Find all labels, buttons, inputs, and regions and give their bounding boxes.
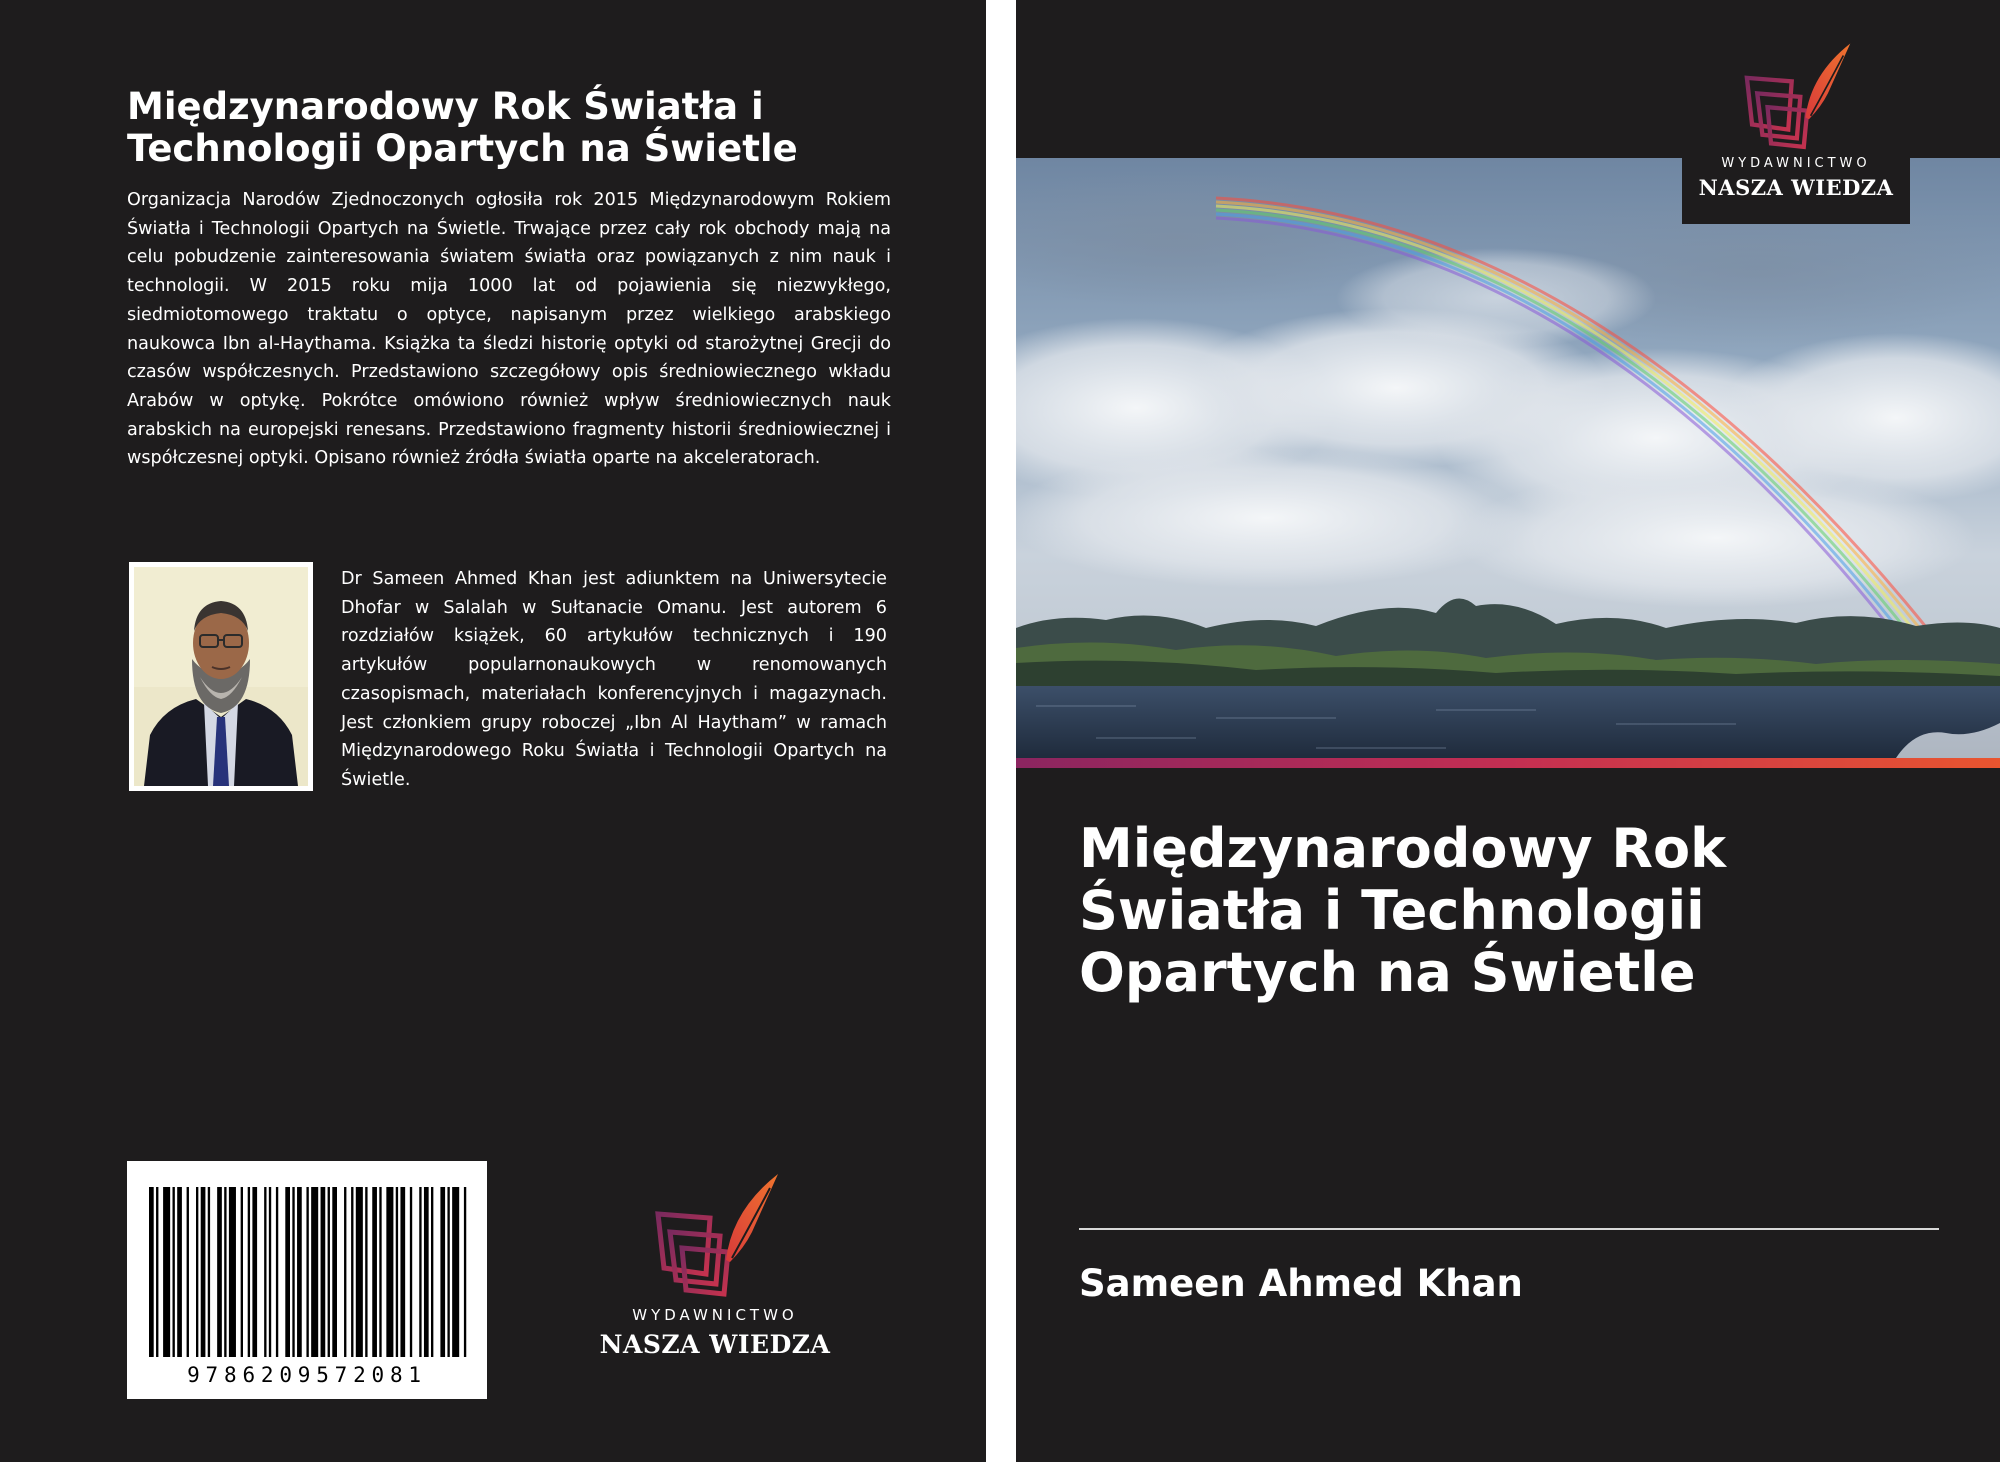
barcode-bar <box>311 1187 318 1357</box>
barcode-bar <box>379 1187 381 1357</box>
author-bio: Dr Sameen Ahmed Khan jest adiunktem na Uniwersytecie Dhofar w Salalah w Sułtanacie Omanu. Jest autorem 6 rozdziałów książek, 60 artykułów technicznych i 190 artykułów popularnonaukowych w renomowanych czasopismach, materiałach konferencyjnych i magazynach. Jest członkiem grupy roboczej „Ibn Al Haytham” w ramach Międzynarodowego Roku Światła i Technologii Opartych na Świetle. <box>341 569 887 790</box>
barcode-bar <box>372 1187 377 1357</box>
barcode-bar <box>276 1187 278 1357</box>
barcode-bar <box>241 1187 243 1357</box>
front-cover-author: Sameen Ahmed Khan <box>1079 1262 1523 1305</box>
barcode-bar <box>419 1187 421 1357</box>
barcode-bar <box>285 1187 290 1357</box>
barcode-bar <box>229 1187 236 1357</box>
barcode-bar <box>208 1187 210 1357</box>
back-cover <box>0 0 986 1462</box>
barcode-bar <box>386 1187 393 1357</box>
barcode-bar <box>321 1187 326 1357</box>
barcode-bar <box>344 1187 346 1357</box>
barcode-bar <box>201 1187 206 1357</box>
publisher-logo <box>590 1170 840 1359</box>
barcode-bar <box>410 1187 412 1357</box>
barcode-bar <box>269 1187 271 1357</box>
barcode-bar <box>431 1187 433 1357</box>
publisher-name: NASZA WIEDZA <box>1698 175 1894 200</box>
barcode-bar <box>224 1187 226 1357</box>
isbn-barcode <box>127 1161 487 1399</box>
barcode-bar <box>440 1187 445 1357</box>
barcode-bar <box>217 1187 222 1357</box>
barcode-bar <box>396 1187 398 1357</box>
barcode-bar <box>424 1187 429 1357</box>
barcode-bar <box>264 1187 266 1357</box>
barcode-bar <box>452 1187 459 1357</box>
barcode-bar <box>351 1187 353 1357</box>
publisher-label: WYDAWNICTWO <box>1721 156 1871 171</box>
color-stripe <box>1016 758 2000 768</box>
rainbow-sea-photo <box>1016 158 2000 768</box>
barcode-bar <box>248 1187 250 1357</box>
book-quill-icon <box>640 1170 790 1300</box>
author-portrait-image <box>134 567 308 786</box>
front-cover-title: Międzynarodowy Rok Światła i Technologii Opartych na Świetle <box>1079 817 1726 1004</box>
barcode-bar <box>306 1187 308 1357</box>
barcode-bar <box>356 1187 363 1357</box>
barcode-bar <box>177 1187 182 1357</box>
isbn-number: 9786209572081 <box>187 1363 427 1387</box>
barcode-bar <box>252 1187 257 1357</box>
barcode-bar <box>187 1187 189 1357</box>
barcode-bar <box>297 1187 302 1357</box>
barcode-bar <box>196 1187 198 1357</box>
front-cover <box>1016 0 2000 1462</box>
book-quill-icon <box>1731 40 1861 152</box>
barcode-bar <box>328 1187 330 1357</box>
barcode-bar <box>149 1187 154 1357</box>
barcode-bar <box>464 1187 466 1357</box>
barcode-bar <box>173 1187 175 1357</box>
barcode-bar <box>163 1187 170 1357</box>
barcode-bar <box>447 1187 449 1357</box>
barcode-bar <box>400 1187 405 1357</box>
back-cover-title: Międzynarodowy Rok Światła i Technologii Opartych na Świetle <box>127 85 798 170</box>
publisher-name: NASZA WIEDZA <box>599 1330 831 1359</box>
barcode-bar <box>292 1187 294 1357</box>
barcode-bar <box>365 1187 367 1357</box>
book-description: Organizacja Narodów Zjednoczonych ogłosiła rok 2015 Międzynarodowym Rokiem Światła i Technologii Opartych na Świetle. Trwające przez cały rok obchody mają na celu pobudzenie zainteresowania światem światła oraz powiązanych z nim nauk i technologii. W 2015 roku mija 1000 lat od pojawienia się niezwykłego, siedmiotomowego traktatu o optyce, napisanym przez wielkiego arabskiego naukowca Ibn al-Haythama. Książka ta śledzi historię optyki od starożytnej Grecji do czasów współczesnych. Przedstawiono szczegółowy opis średniowiecznego wkładu Arabów w optykę. Pokrótce omówiono również wpływ średniowiecznych nauk arabskich na europejski renesans. Przedstawiono fragmenty historii średniowiecznej i współczesnej optyki. Opisano również źródła światła oparte na akceleratorach. <box>127 190 891 469</box>
divider <box>1079 1228 1939 1230</box>
barcode-bar <box>332 1187 337 1357</box>
publisher-logo-front <box>1682 40 1910 224</box>
barcode-bar <box>156 1187 158 1357</box>
publisher-label: WYDAWNICTWO <box>632 1306 798 1324</box>
author-photo <box>129 562 313 791</box>
